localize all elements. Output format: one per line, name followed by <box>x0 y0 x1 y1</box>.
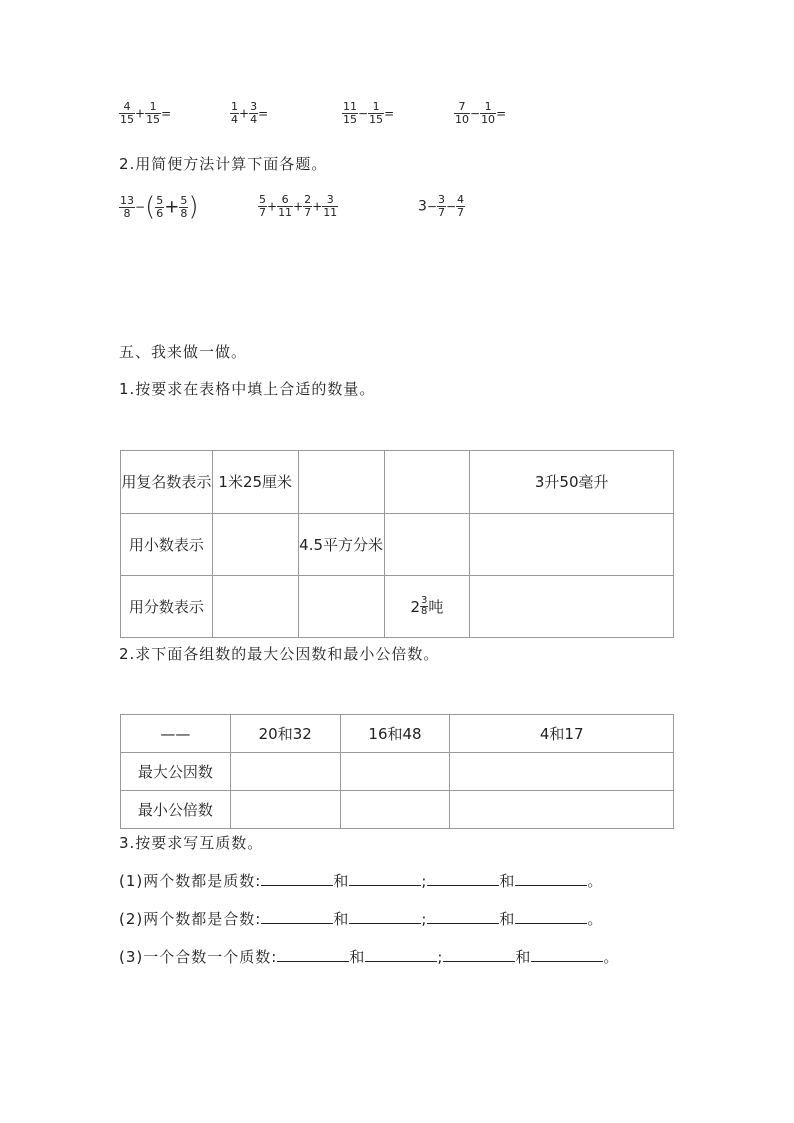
row-label: 最大公因数 <box>137 762 213 781</box>
fraction: $\frac{5}{7}$ <box>259 193 266 219</box>
answer-cell[interactable] <box>340 753 450 791</box>
answer-cell[interactable] <box>230 791 340 829</box>
simplify-expression-2: $\frac{5}{7}$ + $\frac{6}{11}$ + $\frac{2}{7}$ + $\frac{3}{11}$ <box>259 193 338 219</box>
exercise-3: $\frac{11}{15}$ − $\frac{1}{15}$ = <box>343 100 395 126</box>
blank-input[interactable] <box>349 907 421 924</box>
fraction: $\frac{3}{7}$ <box>437 193 445 219</box>
quantity-table <box>120 450 674 638</box>
table-cell: 4.5平方分米 <box>299 535 384 554</box>
fraction: $\frac{1}{15}$ <box>146 100 161 126</box>
fraction: $\frac{7}{10}$ <box>455 100 469 126</box>
fraction: $\frac{3}{8}$ <box>421 595 428 617</box>
exercise-1: $\frac{4}{15}$ + $\frac{1}{15}$ = <box>120 100 172 126</box>
fill-in-line-2: (2)两个数都是合数: 和 ; 和 。 <box>119 907 603 929</box>
question-2-title: 2.用简便方法计算下面各题。 <box>119 155 328 173</box>
exercise-2: $\frac{1}{4}$ + $\frac{3}{4}$ = <box>231 100 269 126</box>
blank-input[interactable] <box>427 869 499 886</box>
fraction: $\frac{5}{8}$ <box>180 193 188 220</box>
answer-cell[interactable] <box>212 514 298 576</box>
row-label: 最小公倍数 <box>137 800 213 819</box>
answer-cell[interactable] <box>298 451 384 514</box>
question-5-3-title: 3.按要求写互质数。 <box>119 834 264 852</box>
header-cell: 4和17 <box>539 724 584 743</box>
simplify-expression-3: 3− $\frac{3}{7}$ − $\frac{4}{7}$ <box>418 193 465 219</box>
fraction: $\frac{4}{15}$ <box>120 100 134 126</box>
header-cell: 20和32 <box>258 724 312 743</box>
table-row <box>121 576 674 638</box>
blank-input[interactable] <box>277 945 349 962</box>
mixed-number-cell: 2 $\frac{3}{8}$ 吨 <box>410 595 444 617</box>
header-cell: —— <box>160 724 191 743</box>
fraction: $\frac{11}{15}$ <box>343 100 357 126</box>
table-row <box>121 753 674 791</box>
row-label: 用分数表示 <box>128 597 204 616</box>
fraction: $\frac{1}{4}$ <box>231 100 238 126</box>
table-cell: 1米25厘米 <box>218 473 293 491</box>
exercise-4: $\frac{7}{10}$ − $\frac{1}{10}$ = <box>455 100 507 126</box>
table-row <box>121 451 674 514</box>
answer-cell[interactable] <box>212 576 298 638</box>
blank-input[interactable] <box>515 869 587 886</box>
gcd-lcm-table <box>120 714 674 829</box>
answer-cell[interactable] <box>384 451 470 514</box>
fraction: $\frac{5}{6}$ <box>156 193 164 220</box>
fraction: $\frac{1}{15}$ <box>369 100 384 126</box>
answer-cell[interactable] <box>230 753 340 791</box>
fraction: $\frac{4}{7}$ <box>457 193 465 219</box>
answer-cell[interactable] <box>340 791 450 829</box>
answer-cell[interactable] <box>384 514 470 576</box>
fraction: $\frac{3}{11}$ <box>323 193 338 219</box>
table-row <box>121 514 674 576</box>
table-cell: 3升50毫升 <box>534 473 609 491</box>
fraction: $\frac{13}{8}$ <box>120 193 134 220</box>
simplify-expression-1: $\frac{13}{8}$ −( $\frac{5}{6}$ + $\frac{5}{8}$ ) <box>120 192 199 222</box>
answer-cell[interactable] <box>298 576 384 638</box>
answer-cell[interactable] <box>450 791 674 829</box>
answer-cell[interactable] <box>470 514 674 576</box>
blank-input[interactable] <box>443 945 515 962</box>
table-header-row <box>121 715 674 753</box>
question-5-2-title: 2.求下面各组数的最大公因数和最小公倍数。 <box>119 645 440 663</box>
fill-in-line-3: (3)一个合数一个质数: 和 ; 和 。 <box>119 945 619 967</box>
blank-input[interactable] <box>261 907 333 924</box>
fill-in-line-1: (1)两个数都是质数: 和 ; 和 。 <box>119 869 603 891</box>
answer-cell[interactable] <box>470 576 674 638</box>
fraction: $\frac{6}{11}$ <box>278 193 293 219</box>
row-label: 用复名数表示 <box>121 473 212 491</box>
row-label: 用小数表示 <box>128 535 204 554</box>
answer-cell[interactable] <box>450 753 674 791</box>
fraction: $\frac{2}{7}$ <box>304 193 312 219</box>
table-row <box>121 791 674 829</box>
question-5-1-title: 1.按要求在表格中填上合适的数量。 <box>119 380 376 398</box>
blank-input[interactable] <box>349 869 421 886</box>
blank-input[interactable] <box>261 869 333 886</box>
header-cell: 16和48 <box>368 724 422 743</box>
blank-input[interactable] <box>531 945 603 962</box>
blank-input[interactable] <box>427 907 499 924</box>
section-5-title: 五、我来做一做。 <box>119 343 248 361</box>
fraction: $\frac{1}{10}$ <box>481 100 496 126</box>
blank-input[interactable] <box>365 945 437 962</box>
blank-input[interactable] <box>515 907 587 924</box>
fraction: $\frac{3}{4}$ <box>250 100 258 126</box>
